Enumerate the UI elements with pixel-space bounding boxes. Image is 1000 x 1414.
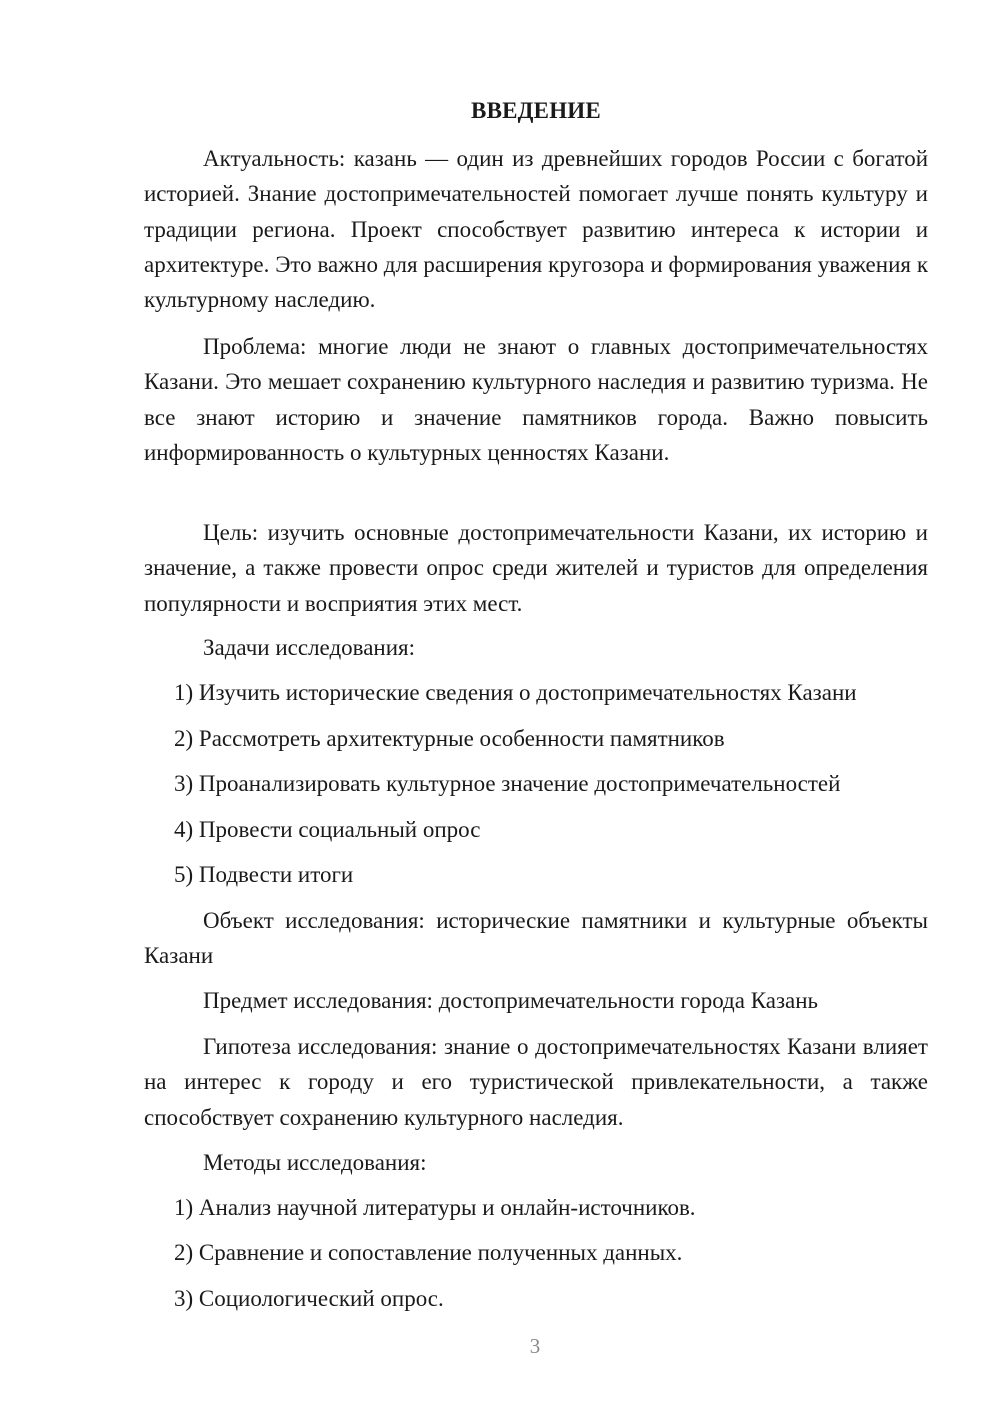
hypothesis-paragraph: Гипотеза исследования: знание о достопримечательностях Казани влияет на интерес к городу и его туристической привлекательности, а также способствует сохранению культурного наследия. (144, 1034, 928, 1130)
method-item: 2) Сравнение и сопоставление полученных данных. (174, 1240, 683, 1265)
task-item: 2) Рассмотреть архитектурные особенности памятников (174, 726, 725, 751)
task-item: 5) Подвести итоги (174, 862, 354, 887)
task-item: 3) Проанализировать культурное значение достопримечательностей (174, 771, 841, 796)
tasks-label: Задачи исследования: (203, 635, 416, 660)
problem-paragraph: Проблема: многие люди не знают о главных достопримечательностях Казани. Это мешает сохранению культурного наследия и развитию туризма. Не все знают историю и значение памятников города. Важно повысить информированность о культурных ценностях Казани. (144, 334, 928, 465)
relevance-paragraph: Актуальность: казань — один из древнейших городов России с богатой историей. Знание достопримечательностей помогает лучше понять культуру и традиции региона. Проект способствует развитию интереса к истории и архитектуре. Это важно для расширения кругозора и формирования уважения к культурному наследию. (144, 146, 928, 313)
page-number: 3 (529, 1334, 541, 1358)
goal-paragraph: Цель: изучить основные достопримечательности Казани, их историю и значение, а также провести опрос среди жителей и туристов для определения популярности и восприятия этих мест. (144, 520, 928, 616)
method-item: 1) Анализ научной литературы и онлайн-источников. (174, 1195, 696, 1220)
subject-paragraph: Предмет исследования: достопримечательности города Казань (203, 988, 819, 1013)
task-item: 1) Изучить исторические сведения о достопримечательностях Казани (174, 680, 857, 705)
methods-label: Методы исследования: (203, 1150, 427, 1175)
method-item: 3) Социологический опрос. (174, 1286, 444, 1311)
page-title: ВВЕДЕНИЕ (471, 98, 601, 123)
object-paragraph: Объект исследования: исторические памятники и культурные объекты Казани (144, 908, 928, 969)
task-item: 4) Провести социальный опрос (174, 817, 481, 842)
